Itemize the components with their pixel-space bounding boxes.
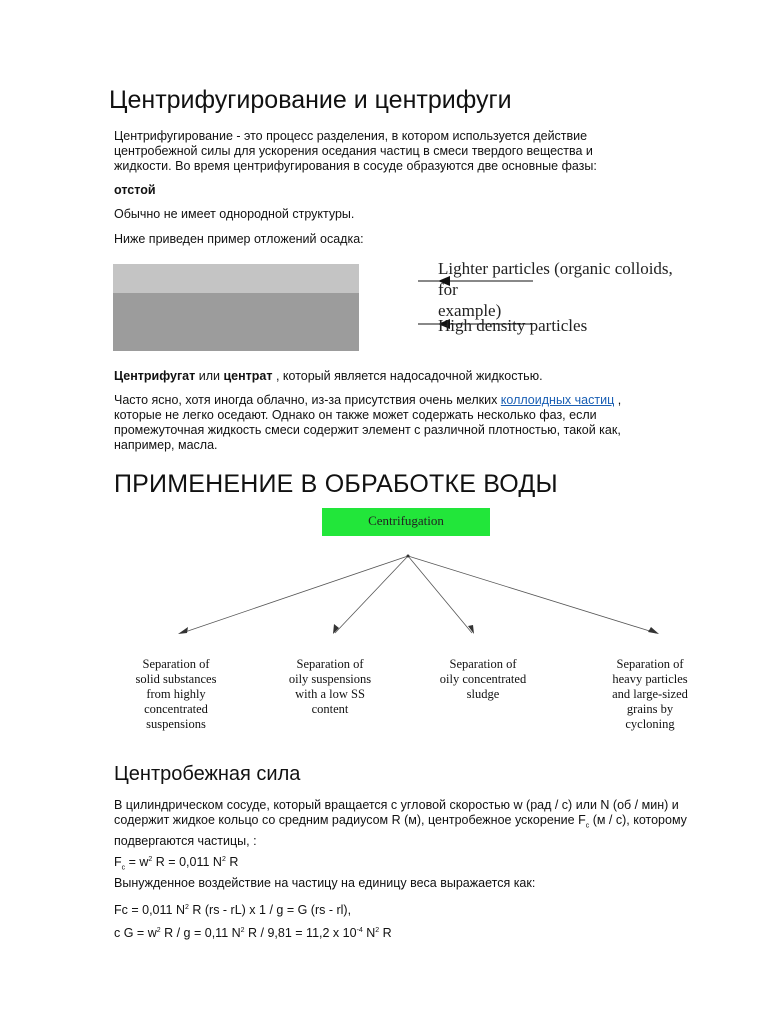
centrifugal-force-heading: Центробежная сила	[114, 763, 301, 785]
node-line: Separation of	[296, 657, 364, 671]
centrate-or: или	[195, 369, 224, 383]
junction-dot	[407, 555, 410, 558]
node-line: from highly	[146, 687, 206, 701]
force-text-1: В цилиндрическом сосуде, который вращается с угловой скоростью w (рад / с) или N (об / мин) и содержит жидкое кольцо со средним радиусом R (м), центробежное ускорение F	[114, 798, 679, 827]
diagram-node-cycloning	[586, 657, 714, 732]
eq-part: c G = w	[114, 926, 157, 941]
eq-part: = w	[125, 855, 149, 870]
eq-sup: 2	[221, 856, 226, 863]
eq-sup: 2	[240, 927, 245, 934]
dense-particles-label: High density particles	[438, 316, 588, 335]
arrowhead-4	[648, 627, 659, 634]
centrifugal-force-paragraph	[114, 798, 724, 849]
node-line: with a low SS	[295, 687, 365, 701]
eq-part: R / g = 0,11 N	[160, 926, 241, 941]
sediment-heading: отстой	[114, 183, 156, 197]
centrate-term-2: центрат	[223, 369, 273, 383]
equation-3	[114, 923, 654, 941]
eq-part: R	[379, 926, 392, 941]
connector-1	[182, 556, 408, 633]
eq-sup: 2	[156, 927, 161, 934]
node-line: sludge	[466, 687, 500, 701]
force-text-2: (м / с), которому подвергаются частицы, :	[114, 813, 687, 848]
diagram-node-solid-substances	[112, 657, 240, 732]
node-line: oily suspensions	[288, 672, 372, 686]
light-particles-label-line1: Lighter particles (organic colloids, for	[438, 259, 673, 299]
node-line: and large-sized	[612, 687, 688, 701]
centrate-term-1: Центрифугат	[114, 369, 196, 383]
eq-sub: c	[121, 864, 126, 872]
node-line: solid substances	[135, 672, 217, 686]
sediment-example-intro: Ниже приведен пример отложений осадка:	[114, 232, 364, 246]
arrowhead-1	[178, 627, 188, 634]
eq-sup: -4	[356, 927, 363, 934]
equation-1	[114, 852, 654, 876]
eq-part: F	[114, 855, 122, 870]
node-line: Separation of	[449, 657, 517, 671]
node-line: heavy particles	[612, 672, 688, 686]
node-line: oily concentrated	[439, 672, 527, 686]
node-line: concentrated	[144, 702, 208, 716]
force-subscript: c	[585, 822, 590, 830]
eq-part: Fc = 0,011 N	[114, 903, 185, 918]
colloidal-particles-link[interactable]: коллоидных частиц	[500, 393, 615, 407]
eq-sup: 2	[184, 904, 189, 911]
eq-part: R = 0,011 N	[152, 855, 222, 870]
turbidity-text-1: Часто ясно, хотя иногда облачно, из-за присутствия очень мелких	[114, 393, 501, 407]
eq-part: R (rs - rL) x 1 / g = G (rs - rl),	[188, 903, 352, 918]
node-line: suspensions	[146, 717, 206, 731]
node-line: cycloning	[625, 717, 675, 731]
intro-paragraph: Центрифугирование - это процесс разделения, в котором используется действие центробежной силы для ускорения оседания частиц в смеси твердого вещества и жидкости. Во время центрифугирования в сосуде образуются две основные фазы:	[114, 129, 597, 173]
centrifugation-root-box: Centrifugation	[322, 508, 490, 536]
diagram-node-oily-suspensions	[266, 657, 394, 717]
node-line: grains by	[626, 702, 674, 716]
centrate-definition: , который является надосадочной жидкостью.	[272, 369, 543, 383]
connector-4	[408, 556, 656, 633]
light-particles-label-line2: example)	[438, 301, 502, 320]
eq-part: N	[362, 926, 376, 941]
node-line: content	[311, 702, 349, 716]
diagram-node-oily-sludge	[419, 657, 547, 702]
force-per-weight-text: Вынужденное воздействие на частицу на единицу веса выражается как:	[114, 876, 536, 890]
eq-part: R / 9,81 = 11,2 x 10	[244, 926, 357, 941]
connector-2	[335, 556, 408, 633]
eq-sup: 2	[148, 856, 153, 863]
water-treatment-heading: ПРИМЕНЕНИЕ В ОБРАБОТКЕ ВОДЫ	[114, 470, 558, 498]
turbidity-text-2: , которые не легко оседают. Однако он также может содержать несколько фаз, если промежуточная жидкость смеси содержит элемент с различной плотностью, такой как, например, масла.	[114, 393, 622, 452]
eq-part: R	[225, 855, 239, 870]
eq-sup: 2	[375, 927, 380, 934]
connector-3	[408, 556, 472, 633]
equation-2	[114, 900, 654, 918]
node-line: Separation of	[142, 657, 210, 671]
node-line: Separation of	[616, 657, 684, 671]
page-title: Центрифугирование и центрифуги	[109, 86, 512, 114]
sediment-description: Обычно не имеет однородной структуры.	[114, 207, 355, 221]
